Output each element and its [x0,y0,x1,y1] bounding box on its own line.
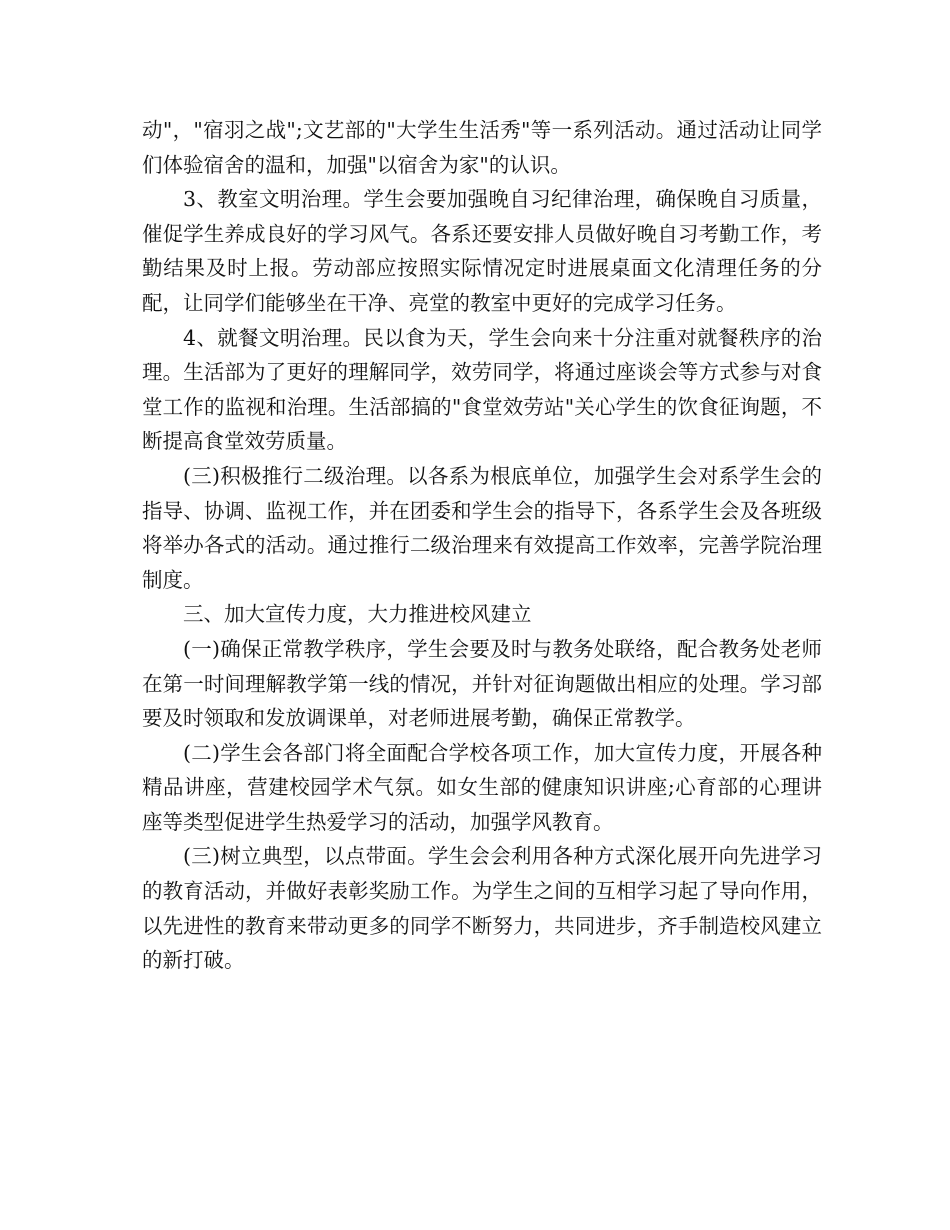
paragraph-teaching-order: (一)确保正常教学秩序，学生会要及时与教务处联络，配合教务处老师在第一时间理解教学第一线的情况，并针对征询题做出相应的处理。学习部要及时领取和发放调课单，对老师进展考勤，确保正常教学。 [142,636,822,731]
paragraph-publicity: (二)学生会各部门将全面配合学校各项工作，加大宣传力度，开展各种精品讲座，营建校园学术气氛。如女生部的健康知识讲座;心育部的心理讲座等类型促进学生热爱学习的活动，加强学风教育。 [142,740,822,834]
paragraph-continuation: 动"，"宿羽之战";文艺部的"大学生生活秀"等一系列活动。通过活动让同学们体验宿舍的温和，加强"以宿舍为家"的认识。 [142,118,822,177]
document-body [142,113,822,978]
paragraph-classroom: 3、教室文明治理。学生会要加强晚自习纪律治理，确保晚自习质量，催促学生养成良好的学习风气。各系还要安排人员做好晚自习考勤工作，考勤结果及时上报。劳动部应按照实际情况定时进展桌面文化清理任务的分配，让同学们能够坐在干净、亮堂的教室中更好的完成学习任务。 [142,187,822,315]
paragraph-role-models: (三)树立典型，以点带面。学生会会利用各种方式深化展开向先进学习的教育活动，并做好表彰奖励工作。为学生之间的互相学习起了导向作用，以先进性的教育来带动更多的同学不断努力，共同进步，齐手制造校风建立的新打破。 [142,844,822,973]
section-heading: 三、加大宣传力度，大力推进校风建立 [183,602,532,627]
paragraph-two-level: (三)积极推行二级治理。以各系为根底单位，加强学生会对系学生会的指导、协调、监视工作，并在团委和学生会的指导下，各系学生会及各班级将举办各式的活动。通过推行二级治理来有效提高工作效率，完善学院治理制度。 [142,463,822,592]
paragraph-dining: 4、就餐文明治理。民以食为天，学生会向来十分注重对就餐秩序的治理。生活部为了更好的理解同学，效劳同学，将通过座谈会等方式参与对食堂工作的监视和治理。生活部搞的"食堂效劳站"关心学生的饮食征询题，不断提高食堂效劳质量。 [142,325,822,454]
